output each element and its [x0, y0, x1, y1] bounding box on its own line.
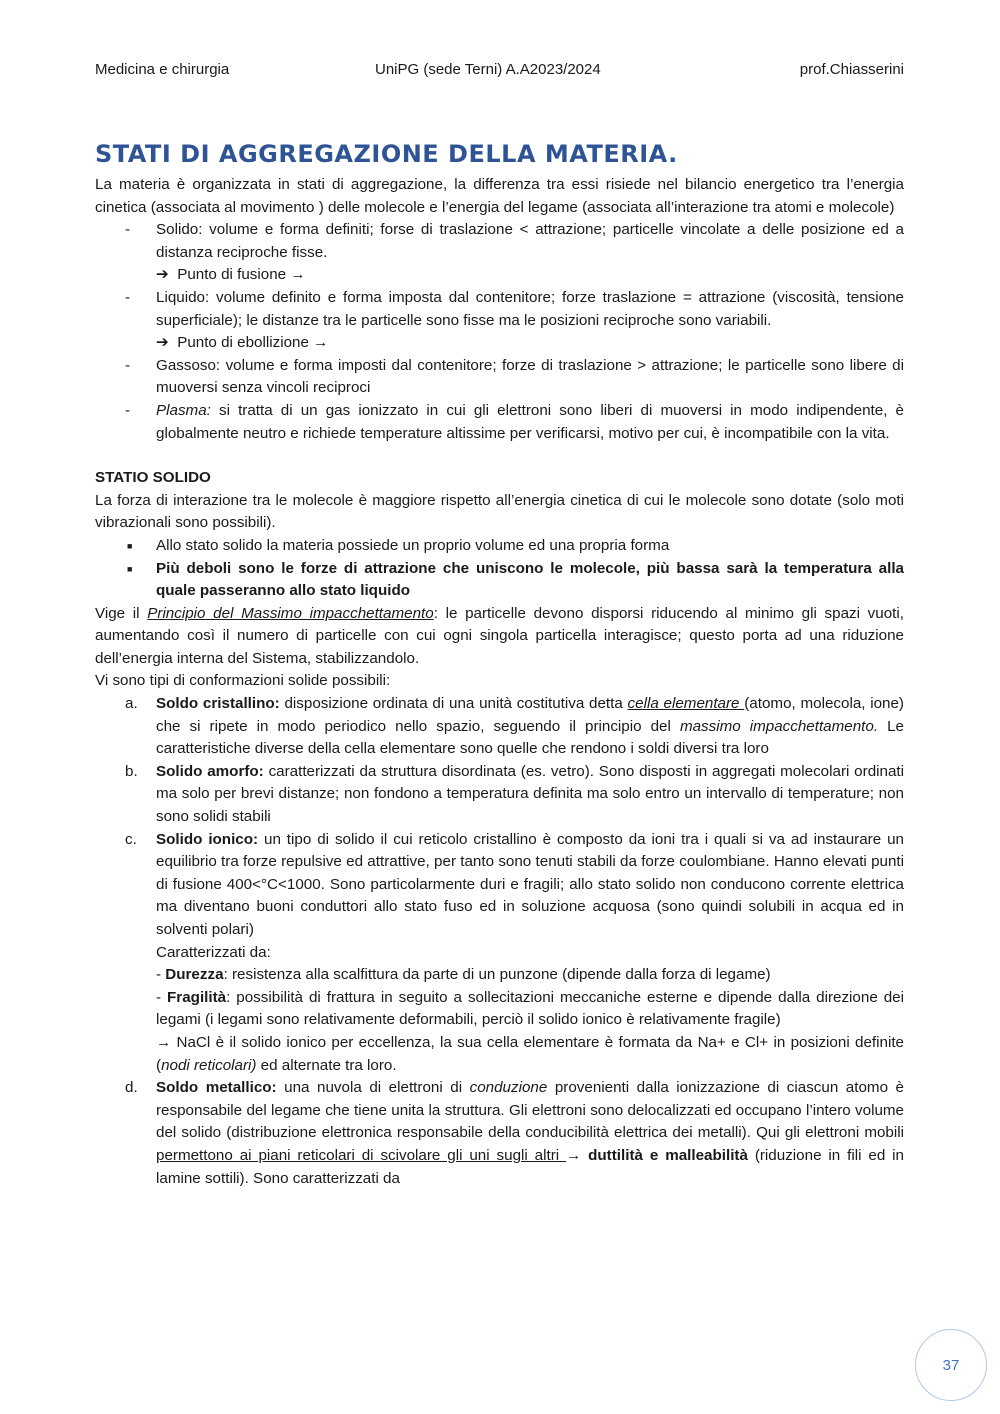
- type-label: Solido ionico:: [156, 830, 259, 848]
- note-text: ed alternate tra loro.: [256, 1056, 397, 1074]
- transition-line: [156, 264, 904, 287]
- dash-marker: -: [125, 221, 131, 239]
- state-text: Solido: volume e forma definiti; forse di traslazione < attrazione; particelle vincolate a delle posizione ed a distanza reciproche fisse.: [156, 221, 904, 261]
- characteristics-intro: Caratterizzati da:: [156, 943, 271, 961]
- transition-line: [156, 332, 904, 355]
- characteristic-text: : resistenza alla scalfittura da parte di un punzone (dipende dalla forza di legame): [223, 966, 771, 984]
- type-text: un tipo di solido il cui reticolo cristallino è composto da ioni tra i quali si va ad instaurare un equilibrio tra forze repulsive ed attrattive, per tanto sono tenuti stabili da forze coulombiane. Hanno elevati punti di fusione 400<°C<1000. Sono particolarmente duri e fragili; allo stato solido non conducono corrente elettrica ma diventano buoni conduttori allo stato fuso ed in soluzione acquosa (sono quindi solubili in acqua ed in solventi polari): [156, 830, 904, 938]
- type-label: Soldo cristallino:: [156, 695, 280, 713]
- type-text: caratterizzati da struttura disordinata (es. vetro). Sono disposti in aggregati molecolari ordinati ma solo per brevi distanze; non fondono a temperatura definita ma solo entro un intervallo di temperature; non sono solidi stabili: [156, 762, 904, 826]
- nacl-note: [156, 1032, 904, 1077]
- principle-post: : le particelle devono disporsi riducendo al minimo gli spazi vuoti, aumentando così il numero di particelle con cui ogni singola particella interagisce; questo porta ad una riduzione dell’energia interna del Sistema, stabilizzandolo.: [95, 604, 904, 667]
- state-item-gas: [95, 355, 904, 400]
- list-marker: b.: [125, 762, 138, 780]
- state-text: si tratta di un gas ionizzato in cui gli elettroni sono liberi di muoversi in modo indipendente, è globalmente neutro e richiede temperature altissime per verificarsi, motivo per cui, è incompatibile con la vita.: [156, 401, 904, 442]
- characteristic-label: Fragilità: [167, 988, 227, 1006]
- list-marker: c.: [125, 830, 137, 848]
- principle-name: Principio del Massimo impacchettamento: [147, 604, 434, 622]
- type-text: una nuvola di elettroni di: [276, 1079, 470, 1097]
- type-item-amorphous: [95, 761, 904, 829]
- characteristic-label: Durezza: [165, 966, 224, 984]
- type-bold: duttilità e malleabilità: [581, 1146, 748, 1164]
- dash-marker: -: [125, 288, 131, 306]
- square-bullet-icon: ■: [127, 540, 133, 551]
- type-italic: massimo impacchettamento.: [679, 717, 879, 735]
- type-text: provenienti dalla ionizzazione di ciascun atomo è responsabile del legame che tiene unita la struttura. Gli elettroni sono delocalizzati ed occupano l’intero volume del solido (distribuzione elettronica responsabile della conducibilità elettrica dei metalli). Qui gli elettroni mobili: [156, 1079, 905, 1142]
- arrow-right-icon: →: [156, 1033, 172, 1051]
- arrow-right-icon: →: [313, 334, 329, 352]
- type-text: (atomo, molecola, ione) che si ripete in modo periodico nello spazio, seguendo il principio del: [156, 695, 904, 735]
- dash-marker: -: [125, 356, 131, 374]
- arrow-right-icon: →: [566, 1146, 582, 1164]
- solid-types-list: [95, 693, 904, 1190]
- bullet-text: Più deboli sono le forze di attrazione che uniscono le molecole, più bassa sarà la temperatura alla quale passeranno allo stato liquido: [156, 559, 904, 600]
- intro-paragraph: La materia è organizzata in stati di aggregazione, la differenza tra essi risiede nel bilancio energetico tra l’energia cinetica (associata al movimento ) delle molecole e l’energia del legame (associata all’interazione tra atomi e molecole): [95, 176, 904, 216]
- state-item-plasma: [95, 400, 904, 445]
- type-text: disposizione ordinata di una unità costitutiva detta: [279, 695, 628, 713]
- type-item-ionic: [95, 829, 904, 1078]
- note-italic: nodi reticolari): [161, 1056, 257, 1074]
- bullet-item: [95, 535, 904, 558]
- header-course: Medicina e chirurgia: [95, 61, 230, 78]
- characteristic-text: : possibilità di frattura in seguito a sollecitazioni meccaniche esterne e dipende dalla direzione dei legami (i legami sono relativamente deformabili, perciò il solido ionico è relativamente fragile): [156, 988, 904, 1029]
- square-bullet-icon: ■: [127, 563, 133, 574]
- state-text: Liquido: volume definito e forma imposta dal contenitore; forze traslazione = attrazione (viscosità, tensione superficiale); le distanze tra le particelle sono fisse ma le posizioni reciproche sono variabili.: [156, 288, 904, 329]
- state-item-solid: [95, 219, 904, 287]
- arrow-right-icon: →: [290, 266, 306, 284]
- solid-intro: La forza di interazione tra le molecole è maggiore rispetto all’energia cinetica di cui le molecole sono dotate (solo moti vibrazionali sono possibili).: [95, 491, 904, 532]
- bullet-text: Allo stato solido la materia possiede un proprio volume ed una propria forma: [156, 536, 670, 554]
- list-marker: d.: [125, 1079, 138, 1097]
- arrow-icon: ➔: [156, 266, 169, 284]
- type-label: Soldo metallico:: [156, 1079, 277, 1097]
- state-label: Plasma:: [156, 401, 211, 419]
- header-university: UniPG (sede Terni) A.A2023/2024: [375, 61, 601, 78]
- header-professor: prof.Chiasserini: [799, 61, 904, 78]
- solid-bullets: [95, 535, 904, 603]
- page-number: 37: [915, 1329, 987, 1401]
- page-title: STATI DI AGGREGAZIONE DELLA MATERIA.: [95, 140, 678, 168]
- type-item-metallic: [95, 1077, 904, 1190]
- type-underlined: permettono ai piani reticolari di scivolare gli uni sugli altri: [156, 1146, 567, 1164]
- type-text: Le caratteristiche diverse della cella elementare sono quelle che rendono i soldi diversi tra loro: [156, 717, 905, 758]
- characteristic-durezza: - Durezza: resistenza alla scalfittura da parte di un punzone (dipende dalla forza di legame): [156, 966, 771, 984]
- bullet-item: [95, 558, 904, 603]
- type-italic: conduzione: [469, 1079, 548, 1097]
- type-label: Solido amorfo:: [156, 762, 264, 780]
- page-header: [95, 61, 904, 83]
- page-content: [95, 138, 904, 1190]
- type-item-crystalline: [95, 693, 904, 761]
- transition-label: Punto di ebollizione: [177, 334, 309, 352]
- states-list: [95, 219, 904, 445]
- type-underlined: cella elementare: [627, 695, 745, 713]
- dash-marker: -: [125, 401, 131, 419]
- principle-pre: Vige il: [95, 604, 148, 622]
- state-item-liquid: [95, 287, 904, 355]
- arrow-icon: ➔: [156, 334, 169, 352]
- section-heading: STATIO SOLIDO: [95, 469, 211, 487]
- type-text: (riduzione in fili ed in lamine sottili). Sono caratterizzati da: [156, 1146, 904, 1187]
- characteristic-fragilita: - Fragilità: possibilità di frattura in seguito a sollecitazioni meccaniche esterne e dipende dalla direzione dei legami (i legami sono relativamente deformabili, perciò il solido ionico è relativamente fragile): [156, 988, 904, 1029]
- note-text: NaCl è il solido ionico per eccellenza, la sua cella elementare è formata da Na+ e Cl+ in posizioni definite (: [156, 1033, 904, 1074]
- principle-paragraph: [95, 603, 904, 671]
- types-intro: Vi sono tipi di conformazioni solide possibili:: [95, 672, 391, 690]
- list-marker: a.: [125, 695, 138, 713]
- transition-label: Punto di fusione: [177, 266, 287, 284]
- state-text: Gassoso: volume e forma imposti dal contenitore; forze di traslazione > attrazione; le particelle sono libere di muoversi senza vincoli reciproci: [156, 356, 904, 397]
